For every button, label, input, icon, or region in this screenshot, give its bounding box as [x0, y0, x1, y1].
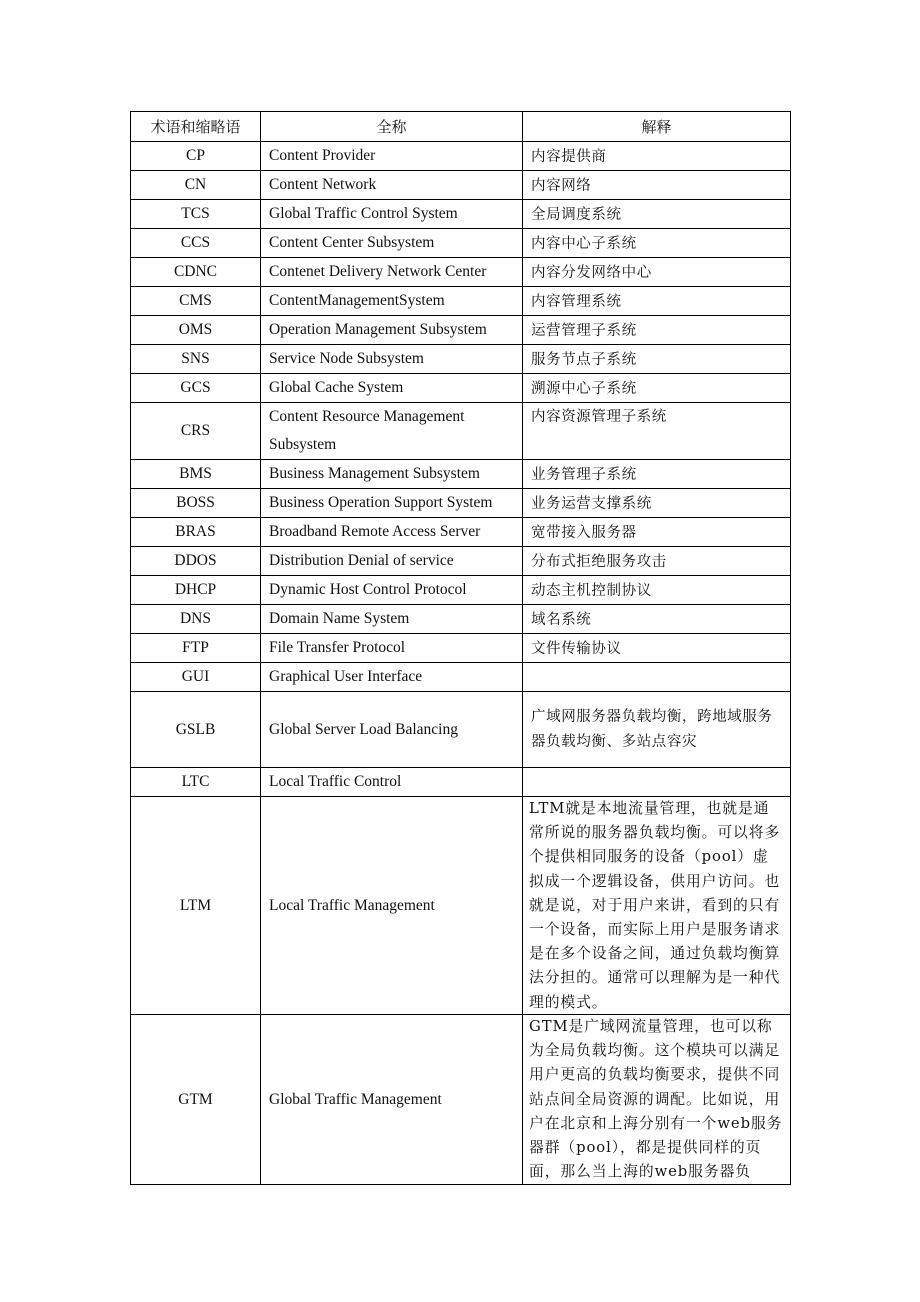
table-row: [131, 518, 791, 547]
abbr-cell: DHCP: [131, 576, 261, 605]
abbr-cell: GTM: [131, 1015, 261, 1185]
explanation-text: 业务运营支撑系统: [531, 495, 652, 512]
explanation-text: 内容资源管理子系统: [531, 409, 667, 425]
table-row: [131, 663, 791, 692]
explanation-text: 分布式拒绝服务攻击: [531, 553, 667, 570]
full-name-cell: Contenet Delivery Network Center: [261, 258, 523, 287]
explanation-cell: [523, 576, 791, 605]
explanation-text: LTM就是本地流量管理，也就是通常所说的服务器负载均衡。可以将多个提供相同服务的设备（pool）虚拟成一个逻辑设备，供用户访问。也就是说，对于用户来讲，看到的只有一个设备，而实际上用户是服务请求是在多个设备之间，通过负载均衡算法分担的。通常可以理解为是一种代理的模式。: [529, 800, 781, 1011]
explanation-cell: [523, 200, 791, 229]
table-row: [131, 258, 791, 287]
full-name-cell: Distribution Denial of service: [261, 547, 523, 576]
explanation-cell: [523, 374, 791, 403]
explanation-cell: [523, 518, 791, 547]
explanation-text: 域名系统: [531, 611, 592, 628]
header-explanation: 解释: [523, 112, 791, 142]
explanation-cell: [523, 258, 791, 287]
table-row: [131, 316, 791, 345]
abbr-cell: LTM: [131, 797, 261, 1015]
explanation-text: 动态主机控制协议: [531, 582, 652, 599]
abbr-cell: CP: [131, 142, 261, 171]
abbr-cell: BOSS: [131, 489, 261, 518]
abbr-cell: GSLB: [131, 692, 261, 768]
table-row: [131, 692, 791, 768]
full-name-cell: Operation Management Subsystem: [261, 316, 523, 345]
abbr-cell: CRS: [131, 403, 261, 460]
full-name-cell: Global Traffic Management: [261, 1015, 523, 1185]
abbr-cell: SNS: [131, 345, 261, 374]
full-name-cell: Local Traffic Management: [261, 797, 523, 1015]
full-name-cell: Content Provider: [261, 142, 523, 171]
explanation-cell: [523, 403, 791, 460]
full-name-cell: Content Resource Management Subsystem: [261, 403, 523, 460]
explanation-cell: [523, 768, 791, 797]
abbr-cell: CMS: [131, 287, 261, 316]
explanation-text: 全局调度系统: [531, 206, 622, 223]
full-name-cell: ContentManagementSystem: [261, 287, 523, 316]
explanation-text: 内容提供商: [531, 148, 607, 165]
abbr-cell: GUI: [131, 663, 261, 692]
header-full-name: 全称: [261, 112, 523, 142]
abbr-cell: DNS: [131, 605, 261, 634]
explanation-text: 文件传输协议: [531, 640, 622, 657]
explanation-text: 内容管理系统: [531, 293, 622, 310]
full-name-cell: Domain Name System: [261, 605, 523, 634]
abbr-cell: FTP: [131, 634, 261, 663]
explanation-cell: [523, 345, 791, 374]
abbr-cell: OMS: [131, 316, 261, 345]
explanation-text: 广域网服务器负载均衡，跨地域服务器负载均衡、多站点容灾: [531, 708, 773, 750]
full-name-cell: Content Network: [261, 171, 523, 200]
header-abbr: 术语和缩略语: [131, 112, 261, 142]
table-row: [131, 287, 791, 316]
explanation-cell: [523, 692, 791, 768]
table-row: [131, 171, 791, 200]
table-row: [131, 460, 791, 489]
explanation-text: 内容中心子系统: [531, 235, 637, 252]
explanation-text: 宽带接入服务器: [531, 524, 637, 541]
full-name-cell: Global Server Load Balancing: [261, 692, 523, 768]
abbr-cell: TCS: [131, 200, 261, 229]
abbr-cell: BMS: [131, 460, 261, 489]
explanation-cell: [523, 605, 791, 634]
full-name-cell: Business Operation Support System: [261, 489, 523, 518]
abbr-cell: BRAS: [131, 518, 261, 547]
table-row: [131, 374, 791, 403]
glossary-table: [130, 111, 791, 1185]
table-row: [131, 605, 791, 634]
explanation-cell: [523, 316, 791, 345]
explanation-text: GTM是广域网流量管理，也可以称为全局负载均衡。这个模块可以满足用户更高的负载均衡要求，提供不同站点间全局资源的调配。比如说，用户在北京和上海分别有一个web服务器群（pool），都是提供同样的页面，那么当上海的web服务器负: [529, 1018, 783, 1181]
full-name-cell: Service Node Subsystem: [261, 345, 523, 374]
full-name-cell: Global Cache System: [261, 374, 523, 403]
abbr-cell: CN: [131, 171, 261, 200]
explanation-text: 服务节点子系统: [531, 351, 637, 368]
full-name-cell: Business Management Subsystem: [261, 460, 523, 489]
explanation-cell: [523, 171, 791, 200]
full-name-cell: Local Traffic Control: [261, 768, 523, 797]
table-row: [131, 345, 791, 374]
explanation-text: 业务管理子系统: [531, 466, 637, 483]
table-row: [131, 547, 791, 576]
abbr-cell: GCS: [131, 374, 261, 403]
explanation-cell: [523, 1015, 791, 1185]
explanation-cell: [523, 142, 791, 171]
table-row: [131, 403, 791, 460]
explanation-cell: [523, 547, 791, 576]
table-row: [131, 229, 791, 258]
table-row: [131, 797, 791, 1015]
table-row: [131, 489, 791, 518]
table-row: [131, 142, 791, 171]
explanation-text: 内容网络: [531, 177, 592, 194]
abbr-cell: CDNC: [131, 258, 261, 287]
explanation-text: 内容分发网络中心: [531, 264, 652, 281]
abbr-cell: LTC: [131, 768, 261, 797]
abbr-cell: DDOS: [131, 547, 261, 576]
full-name-cell: Dynamic Host Control Protocol: [261, 576, 523, 605]
full-name-cell: Content Center Subsystem: [261, 229, 523, 258]
full-name-cell: Graphical User Interface: [261, 663, 523, 692]
explanation-cell: [523, 797, 791, 1015]
explanation-text: 运营管理子系统: [531, 322, 637, 339]
explanation-text: 溯源中心子系统: [531, 380, 637, 397]
explanation-cell: [523, 634, 791, 663]
full-name-cell: File Transfer Protocol: [261, 634, 523, 663]
table-row: [131, 634, 791, 663]
table-row: [131, 1015, 791, 1185]
explanation-cell: [523, 460, 791, 489]
table-row: [131, 576, 791, 605]
explanation-cell: [523, 229, 791, 258]
full-name-cell: Broadband Remote Access Server: [261, 518, 523, 547]
explanation-cell: [523, 489, 791, 518]
abbr-cell: CCS: [131, 229, 261, 258]
explanation-cell: [523, 287, 791, 316]
table-row: [131, 768, 791, 797]
table-row: [131, 200, 791, 229]
table-header-row: [131, 112, 791, 142]
full-name-cell: Global Traffic Control System: [261, 200, 523, 229]
explanation-cell: [523, 663, 791, 692]
